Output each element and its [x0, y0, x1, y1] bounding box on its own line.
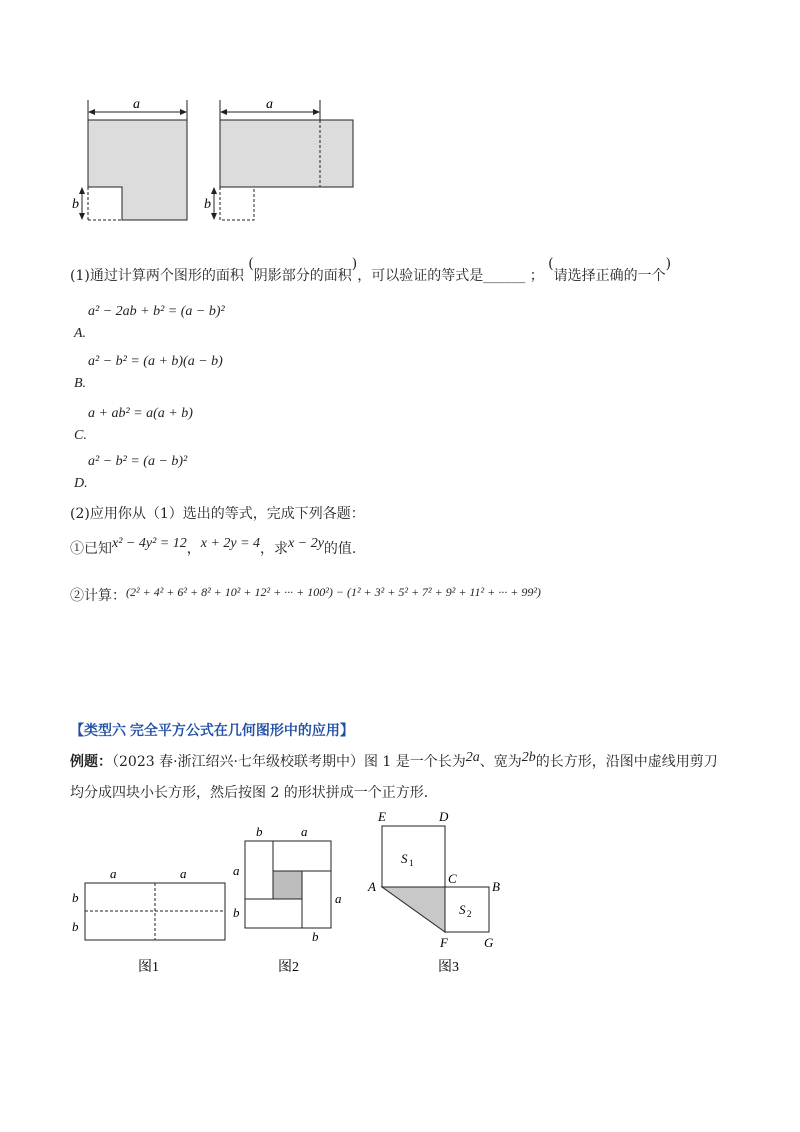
option-b	[74, 352, 223, 392]
option-a	[74, 302, 225, 342]
q2-item1-target: x − 2y	[288, 536, 324, 551]
q2-item1	[70, 536, 357, 560]
q2-item2-expr: (2² + 4² + 6² + 8² + 10² + 12² + ··· + 100²) − (1² + 3² + 5² + 7² + 9² + 11² + ··· + 99²)	[126, 585, 541, 599]
fig3-label-S1: S	[401, 851, 408, 866]
top-left-label-a: a	[133, 97, 140, 112]
option-d-formula: a² − b² = (a − b)²	[88, 454, 188, 469]
q2-item1-eq1: x² − 4y² = 12	[112, 536, 187, 551]
q1-paren-note: 阴影部分的面积	[253, 268, 352, 284]
fig2-label-b-bottom: b	[312, 929, 319, 944]
fig1-label-b1: b	[72, 890, 79, 905]
fig2-caption: 图2	[278, 960, 299, 975]
fig3-caption: 图3	[438, 960, 459, 975]
fig1-caption: 图1	[138, 960, 159, 975]
fig1-label-a1: a	[110, 866, 117, 881]
fig2-label-a-right: a	[335, 891, 342, 906]
example-label: 例题：	[70, 754, 112, 770]
q1-text: (1)通过计算两个图形的面积	[70, 268, 244, 284]
fig3-label-C: C	[448, 871, 457, 886]
fig1-label-b2: b	[72, 919, 79, 934]
figure-right	[204, 97, 353, 220]
option-a-letter: A.	[74, 326, 87, 341]
q2-item1-prefix: ①已知	[70, 541, 112, 557]
fig2-label-b-left: b	[233, 905, 240, 920]
fig3-label-S2: S	[459, 902, 466, 917]
example-2b: 2b	[521, 750, 536, 765]
section-heading: 【类型六 完全平方公式在几何图形中的应用】	[70, 722, 354, 738]
example-text-a: （2023 春·浙江绍兴·七年级校联考期中）图 1 是一个长为	[112, 754, 466, 770]
fig1-label-a2: a	[180, 866, 187, 881]
q1-hint: 请选择正确的一个	[553, 268, 666, 284]
q2-item2-prefix: ②计算：	[70, 588, 126, 604]
example-text-b: 、宽为	[479, 754, 522, 770]
q1-mid: ，可以验证的等式是______	[357, 268, 526, 284]
q2-item1-suffix: 的值.	[323, 541, 357, 557]
option-c-letter: C.	[74, 428, 87, 443]
figure-1	[72, 866, 225, 975]
example-line1	[70, 752, 718, 773]
option-b-formula: a² − b² = (a + b)(a − b)	[88, 354, 223, 369]
figure-3	[367, 809, 500, 975]
fig3-label-F: F	[440, 935, 448, 950]
example-2a: 2a	[465, 750, 480, 765]
fig3-label-A: A	[368, 879, 376, 894]
example-text-c: 的长方形，沿图中虚线用剪刀	[535, 754, 718, 770]
figure-2	[233, 824, 342, 975]
fig3-label-G: G	[484, 935, 494, 950]
option-a-formula: a² − 2ab + b² = (a − b)²	[88, 304, 225, 319]
option-d	[74, 452, 188, 492]
fig3-label-S2-sub: 2	[467, 909, 472, 919]
example-line2: 均分成四块小长方形，然后按图 2 的形状拼成一个正方形.	[70, 785, 429, 801]
q2-item1-comma: ，	[186, 541, 201, 557]
q2-item1-ask: ，求	[260, 541, 289, 557]
figure-left	[72, 97, 187, 220]
top-figures	[70, 90, 370, 230]
top-right-label-a: a	[266, 97, 273, 112]
top-left-label-b: b	[72, 197, 79, 212]
q2-item2	[70, 586, 541, 606]
fig2-label-a-top: a	[301, 824, 308, 839]
fig2-label-a-left: a	[233, 863, 240, 878]
fig3-label-E: E	[378, 809, 386, 824]
q2-intro: (2)应用你从（1）选出的等式，完成下列各题：	[70, 506, 365, 522]
q2-item1-eq2: x + 2y = 4	[200, 536, 261, 551]
top-right-label-b: b	[204, 197, 211, 212]
option-b-letter: B.	[74, 376, 87, 391]
q1-line: (1)通过计算两个图形的面积 (阴影部分的面积)，可以验证的等式是______ ； (请选择正确的一个)	[70, 256, 672, 284]
option-c	[74, 404, 193, 444]
option-d-letter: D.	[74, 476, 88, 491]
fig3-label-D: D	[439, 809, 449, 824]
fig3-label-S1-sub: 1	[409, 858, 414, 868]
fig2-label-b-top: b	[256, 824, 263, 839]
fig3-label-B: B	[492, 879, 500, 894]
option-c-formula: a + ab² = a(a + b)	[88, 406, 193, 421]
q1-semicolon: ；	[529, 268, 544, 284]
bottom-figures	[60, 805, 540, 985]
